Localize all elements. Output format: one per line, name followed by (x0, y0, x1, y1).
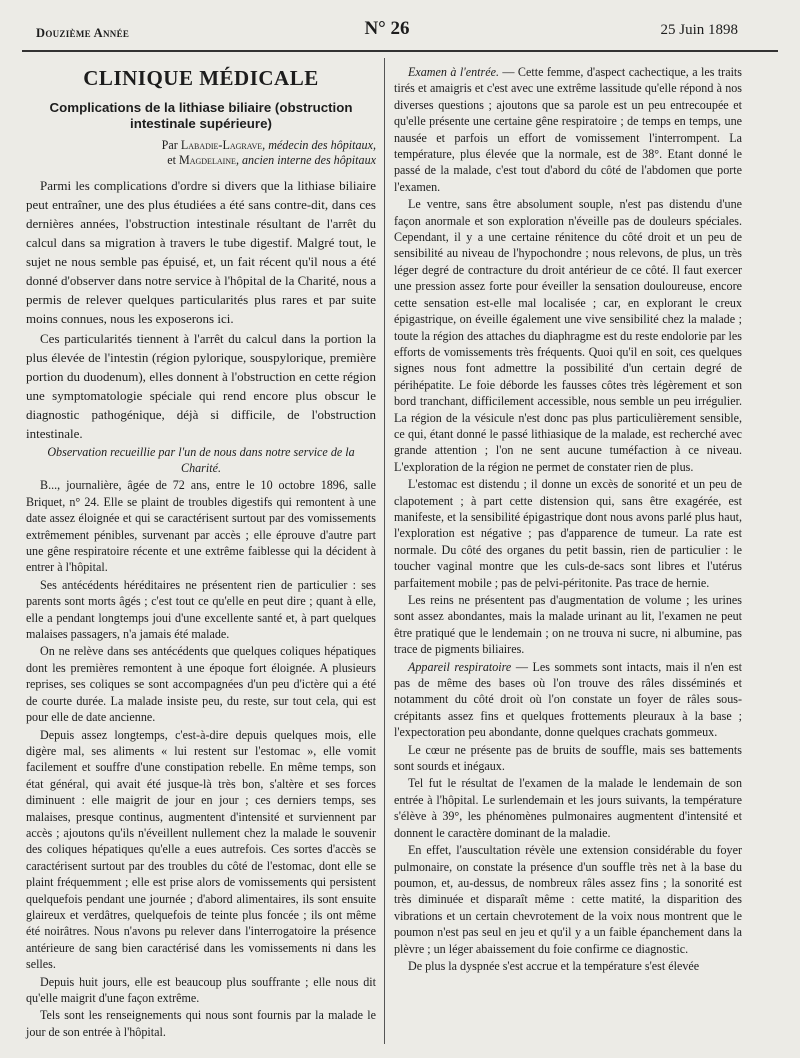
author-2: Magdelaine (178, 153, 236, 168)
paragraph: Depuis assez longtemps, c'est-à-dire depuis quelques mois, elle digère mal, ses aliments « lui restent sur l'estomac », elle vomit facilement et souffre d'une constipation rebelle. En même temps, son état général, qui avait été jusque-là très bon, s'altère et ses forces diminuent : elle maigrit de jour en jour ; ces derniers temps, ses malaises, presque continus, augmentent d'intensité et surviennent par accès ; ajoutons qu'ils n'éveillent nullement chez la malade le souvenir des coliques hépatiques qu'elle a eues autrefois. Ces sortes d'accès se caractérisent surtout par des troubles du côté de l'estomac, dont elle se plaint fréquemment ; elle est prise alors de vomissements qui persistent quelquefois pendant une journée ; d'abord alimentaires, ils sont ensuite glaireux et verdâtres, quelquefois de teinte plus foncée ; ils ont même été noirâtres. Nous n'avons pu relever dans l'interrogatoire la présence antérieure de sang bien caractérisé dans les vomissements ni dans les selles. (26, 727, 376, 972)
right-column (394, 64, 742, 975)
case-paragraphs (26, 477, 376, 1040)
paragraph: Parmi les complications d'ordre si divers que la lithiase biliaire peut entraîner, une des plus étudiées a été sans contre-dit, dans ces dernières années, l'obstruction intestinale résultant de l'arrêt du calcul dans sa migration à travers le tube digestif. Malgré tout, le sujet ne nous semble pas épuisé, et, un fait récent qu'il nous a été donné d'observer dans notre service à l'hôpital de la Charité, nous a permis de relever quelques particularités plus rares et par suite moins connues, nous les exposerons ici. (26, 178, 376, 327)
paragraph-text: Les reins ne présentent pas d'augmentation de volume ; les urines sont assez abondantes, mais la malade urinant au lit, l'examen ne peut être pratiqué que le lendemain ; on ne trouva ni sucre, ni albumine, pas trace de pigments biliaires. (394, 593, 742, 657)
paragraph-text: — Les sommets sont intacts, mais il n'en est pas de même des bases où l'on trouve des râles disséminés et notamment du côté droit où l'on constate un foyer de râles sous-crépitants assez fins et quelques frottements pleuraux à la base ; l'expectoration peu abondante, donne quelques crachats gommeux. (394, 659, 743, 740)
paragraph: Tels sont les renseignements qui nous sont fournis par la malade le jour de son entrée à l'hôpital. (26, 1008, 376, 1039)
paragraph (394, 64, 742, 195)
paragraph (394, 742, 742, 775)
paragraph-lead: Appareil respiratoire (408, 659, 512, 674)
paragraph: Ses antécédents héréditaires ne présentent rien de particulier : ses parents sont morts âgés ; c'est tout ce qu'elle en peut dire ; quant à elle, elle a pendant longtemps joui d'une excellente santé et, à part quelques malaises passagers, n'a jamais été malade. (26, 577, 376, 642)
paragraph-text: De plus la dyspnée s'est accrue et la température s'est élevée (408, 958, 700, 973)
volume-label: Douzième Année (36, 26, 130, 40)
paragraph-text: — Cette femme, d'aspect cachectique, a les traits tirés et amaigris et c'est avec une extrême lassitude qu'elle répond à nos diverses questions ; ajoutons que sa parole est un peu entrecoupée et qu'elle présente une certaine gêne respiratoire ; de temps en temps, une nausée et parfois un effort de vomissement l'interrompent. La température, plus élevée que la normale, est de 38°. Etant donné le passé de la malade, c'est tout d'abord du côté de l'abdomen que porte l'examen. (394, 65, 742, 194)
article-subtitle: Complications de la lithiase biliaire (obstruction intestinale supérieure) (49, 100, 353, 132)
column-divider (384, 58, 385, 1044)
paragraph-lead: Examen à l'entrée. (408, 65, 499, 79)
paragraph (394, 958, 742, 974)
byline-prefix-2: et (167, 153, 176, 168)
paragraph: On ne relève dans ses antécédents que quelques coliques hépatiques dont les premières remontent à une époque fort éloignée. A plusieurs reprises, ses coliques se sont accompagnées d'un peu d'ictère qui a été de courte durée. La malade insiste peu, du reste, sur tout cela, qui est pour elle de date ancienne. (26, 644, 376, 725)
byline-line-2 (26, 153, 376, 168)
paragraph-text: L'estomac est distendu ; il donne un excès de sonorité et un peu de clapotement ; à part cette distension qui, sans être exagérée, est manifeste, et la sensibilité épigastrique dont nous avons parlé plus haut, l'exploration est négative ; pas d'apparence de tumeur. La rate est normale. Du côté des organes du petit bassin, rien de particulier : le toucher vaginal montre que les culs-de-sacs sont libres et l'utérus parfaitement mobile ; pas de pelvi-péritonite. Pas trace de hernie. (394, 477, 742, 590)
header-rule (22, 50, 778, 52)
author-1-role: , médecin des hôpitaux, (262, 138, 376, 153)
paragraph (394, 592, 742, 658)
issue-date: 25 Juin 1898 (660, 22, 738, 38)
paragraph (394, 476, 742, 591)
paragraph (394, 775, 742, 841)
paragraph: B..., journalière, âgée de 72 ans, entre le 10 octobre 1896, salle Briquet, n° 24. Elle se plaint de troubles digestifs qui remontent à une date assez éloignée et qui se caractérisent surtout par des vomissements extrêmement pénibles, survenant par accès ; elle éprouve d'autre part une gêne respiratoire récente et une extrême faiblesse qui la décident à entrer à l'hôpital. (26, 478, 376, 575)
issue-number: N° 26 (364, 18, 410, 39)
paragraph-text: Le cœur ne présente pas de bruits de souffle, mais ses battements sont sourds et inégaux. (394, 742, 742, 774)
byline-line-1 (26, 138, 376, 153)
byline-prefix-1: Par (161, 138, 178, 153)
paragraph (394, 196, 742, 475)
paragraph-text: En effet, l'auscultation révèle une extension considérable du foyer pulmonaire, on constate la présence d'un souffle très net à la base du poumon, et, au-dessus, de nombreux râles assez fins ; la sonorité est très diminuée et disparaît même : cette matité, la disparition des vibrations et un certain chevrotement de la voix nous montrent que le poumon n'est pas seul en jeu et qu'il y a un faible épanchement dans la plèvre ; un léger abaissement du foie confirme ce diagnostic. (394, 843, 742, 956)
author-2-role: , ancien interne des hôpitaux (235, 153, 376, 168)
observation-heading: Observation recueillie par l'un de nous dans notre service de la Charité. (47, 445, 355, 476)
paragraph: Ces particularités tiennent à l'arrêt du calcul dans la portion la plus élevée de l'intestin (région pylorique, souspylorique, première portion du duodenum), elles donnent à l'obstruction en cette région une symptomatologie spéciale qui rend encore plus obscur le diagnostic pathogénique, déjà si difficile, de l'obstruction intestinale. (26, 331, 376, 442)
running-header (36, 18, 738, 44)
section-title: CLINIQUE MÉDICALE (83, 66, 319, 90)
left-column (26, 64, 376, 1041)
intro-paragraphs (26, 176, 376, 443)
author-1: Labadie-Lagrave (180, 138, 263, 153)
paragraph-text: Le ventre, sans être absolument souple, n'est pas distendu d'une façon anormale et son exploration n'éveille pas de douleurs spéciales. Cependant, il y a une certaine rénitence du côté droit et un peu de sensibilité au niveau de l'hypochondre ; nous relevons, de plus, un très léger degré de contracture du droit antérieur de ce côté. Il faut exercer une pression assez forte pour éveiller la sensation douloureuse, encore cette sensation est-elle mal localisée ; car, en explorant le creux épigastrique, on éveille également une vive sensibilité chez la malade ; toute la région des attaches du diaphragme est du reste endolorie par les efforts de vomissements très fréquents. Quoi qu'il en soit, ces quelques signes nous font admettre la possibilité d'un certain degré de périhépatite. Le foie déborde les fausses côtes très légèrement et son bord tranchant, difficilement accessible, nous semble un peu irrégulier. La région de la vésicule n'est donc pas plus particulièrement sensible, ce qui, étant donné le passé lithiasique de la malade, est recherché avec grande attention ; l'on ne sent aucune tuméfaction à ce niveau. L'exploration de la région ne permet de constater rien de plus. (394, 197, 742, 474)
paragraph (394, 659, 742, 741)
paragraph: Depuis huit jours, elle est beaucoup plus souffrante ; elle nous dit qu'elle maigrit d'une façon extrême. (26, 974, 376, 1005)
paragraph (394, 842, 742, 957)
paragraph-text: Tel fut le résultat de l'examen de la malade le lendemain de son entrée à l'hôpital. Le surlendemain et les jours suivants, la température s'élève à 39°, les phénomènes pulmonaires augmentent d'intensité et donnent le caractère dominant de la maladie. (394, 776, 742, 840)
byline (26, 138, 376, 168)
